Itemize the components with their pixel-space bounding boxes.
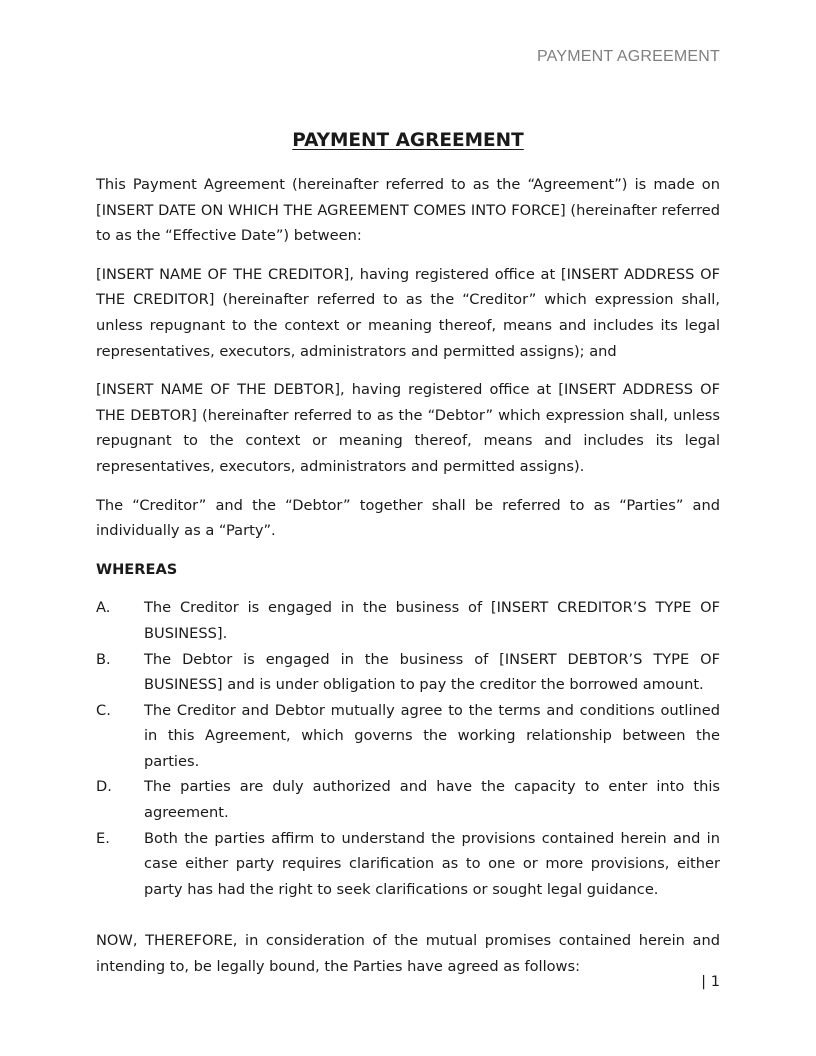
- intro-paragraph: This Payment Agreement (hereinafter referred to as the “Agreement”) is made on [INSERT DATE ON WHICH THE AGREEMENT COMES INTO FORCE] (hereinafter referred to as the “Effective Date”) between:: [96, 176, 720, 245]
- document-body: [96, 128, 720, 993]
- debtor-paragraph: [INSERT NAME OF THE DEBTOR], having registered office at [INSERT ADDRESS OF THE DEBTOR] (hereinafter referred to as the “Debtor” which expression shall, unless repugnant to the context or meaning thereof, means and includes its legal representatives, executors, administrators and permitted assigns).: [96, 381, 720, 475]
- recital-marker: C.: [96, 701, 111, 719]
- page-number: | 1: [701, 973, 720, 990]
- recital-marker: E.: [96, 829, 110, 847]
- now-therefore-paragraph: NOW, THEREFORE, in consideration of the mutual promises contained herein and intending to, be legally bound, the Parties have agreed as follows:: [96, 932, 720, 976]
- document-title: PAYMENT AGREEMENT: [292, 130, 524, 151]
- parties-paragraph: The “Creditor” and the “Debtor” together shall be referred to as “Parties” and individually as a “Party”.: [96, 496, 720, 540]
- creditor-paragraph: [INSERT NAME OF THE CREDITOR], having registered office at [INSERT ADDRESS OF THE CREDITOR] (hereinafter referred to as the “Creditor” which expression shall, unless repugnant to the context or meaning thereof, means and includes its legal representatives, executors, administrators and permitted assigns); and: [96, 265, 720, 360]
- recital-text: The parties are duly authorized and have the capacity to enter into this agreement.: [144, 778, 720, 822]
- recital-item: [96, 774, 720, 825]
- running-header: PAYMENT AGREEMENT: [537, 48, 720, 65]
- whereas-heading: WHEREAS: [96, 560, 178, 578]
- recital-text: The Creditor and Debtor mutually agree to the terms and conditions outlined in this Agreement, which governs the working relationship between the parties.: [144, 701, 720, 770]
- recital-marker: A.: [96, 599, 111, 617]
- recital-marker: B.: [96, 650, 111, 668]
- recital-text: Both the parties affirm to understand the provisions contained herein and in case either party requires clarification as to one or more provisions, either party has had the right to seek clarifications or sought legal guidance.: [144, 829, 720, 898]
- recital-item: [96, 698, 720, 775]
- recital-item: [96, 595, 720, 646]
- recital-marker: D.: [96, 778, 112, 796]
- recital-item: [96, 826, 720, 903]
- recital-text: The Debtor is engaged in the business of [INSERT DEBTOR’S TYPE OF BUSINESS] and is under obligation to pay the creditor the borrowed amount.: [144, 650, 720, 694]
- recitals-list: [96, 595, 720, 902]
- recital-item: [96, 647, 720, 698]
- recital-text: The Creditor is engaged in the business of [INSERT CREDITOR’S TYPE OF BUSINESS].: [144, 599, 720, 642]
